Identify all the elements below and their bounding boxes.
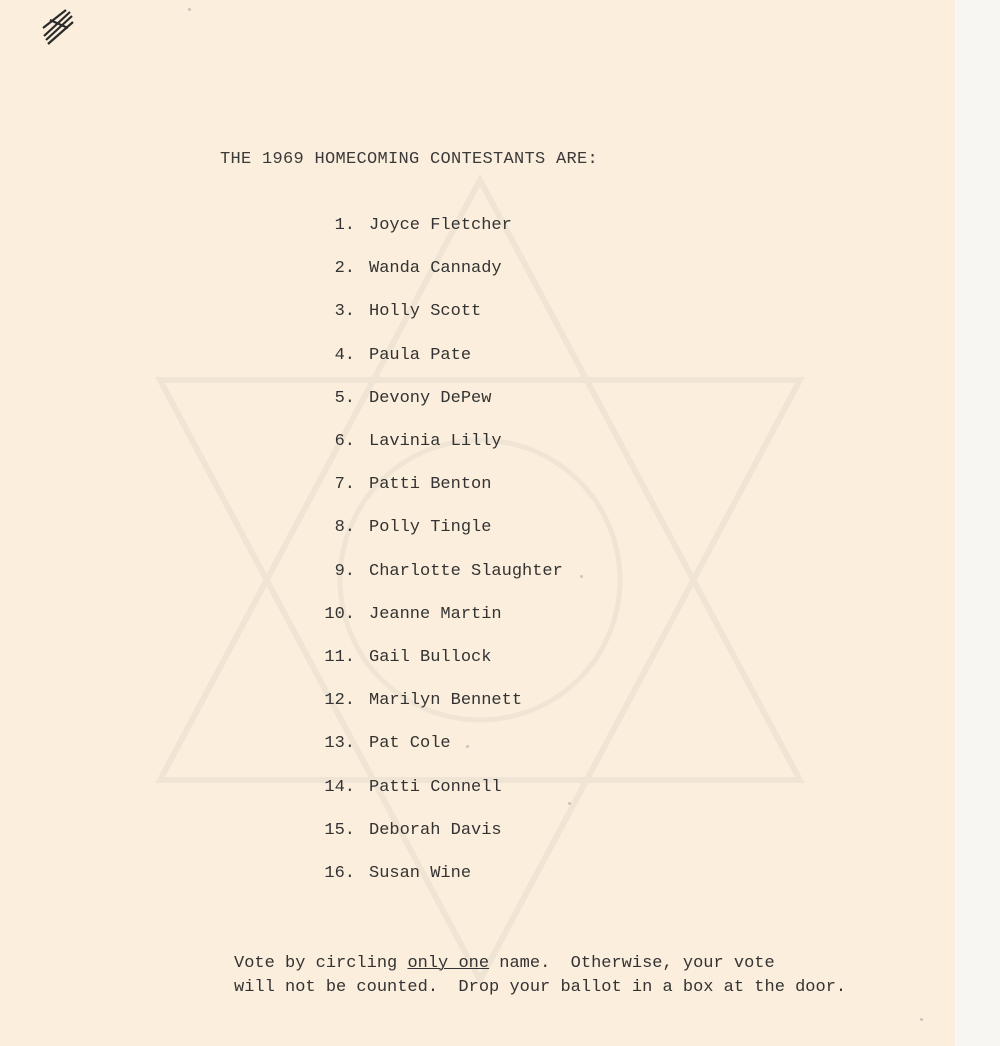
contestant-name: Holly Scott: [369, 302, 482, 321]
page-title: THE 1969 HOMECOMING CONTESTANTS ARE:: [220, 150, 599, 169]
contestant-number: 11.: [324, 648, 355, 667]
contestant-row: [300, 216, 660, 235]
contestant-row: [300, 518, 660, 537]
contestant-name: Susan Wine: [369, 864, 472, 883]
contestant-row: [300, 734, 660, 753]
contestant-name: Paula Pate: [369, 346, 472, 365]
contestant-row: [300, 691, 660, 710]
contestant-name: Deborah Davis: [369, 821, 502, 840]
contestant-row: [300, 346, 660, 365]
contestant-number: 8.: [334, 518, 355, 537]
paper-speck: [466, 745, 469, 748]
contestant-row: [300, 302, 660, 321]
contestant-name: Polly Tingle: [369, 518, 492, 537]
paper-speck: [920, 1018, 923, 1021]
contestant-number: 9.: [334, 562, 355, 581]
contestant-number: 5.: [334, 389, 355, 408]
contestant-number: 16.: [324, 864, 355, 883]
contestant-name: Wanda Cannady: [369, 259, 502, 278]
contestant-name: Devony DePew: [369, 389, 492, 408]
instruction-text: Vote by circling: [234, 954, 408, 973]
contestant-number: 1.: [334, 216, 355, 235]
contestant-name: Joyce Fletcher: [369, 216, 512, 235]
contestant-row: [300, 389, 660, 408]
contestant-number: 7.: [334, 475, 355, 494]
scribble-mark: [40, 6, 76, 46]
contestant-row: [300, 605, 660, 624]
contestant-number: 13.: [324, 734, 355, 753]
scan-margin: [955, 0, 1000, 1046]
contestant-row: [300, 259, 660, 278]
contestant-row: [300, 475, 660, 494]
contestant-number: 14.: [324, 778, 355, 797]
contestant-name: Marilyn Bennett: [369, 691, 523, 710]
contestant-name: Patti Connell: [369, 778, 502, 797]
contestant-name: Pat Cole: [369, 734, 451, 753]
contestant-row: [300, 864, 660, 883]
contestant-row: [300, 562, 660, 581]
contestant-name: Charlotte Slaughter: [369, 562, 563, 581]
contestant-number: 2.: [334, 259, 355, 278]
contestant-row: [300, 432, 660, 451]
contestant-number: 6.: [334, 432, 355, 451]
paper-speck: [580, 575, 583, 578]
contestant-name: Gail Bullock: [369, 648, 492, 667]
paper-speck: [188, 8, 191, 11]
contestant-number: 12.: [324, 691, 355, 710]
contestant-row: [300, 778, 660, 797]
contestant-name: Lavinia Lilly: [369, 432, 502, 451]
contestant-row: [300, 648, 660, 667]
contestant-number: 10.: [324, 605, 355, 624]
instruction-emphasis: only one: [407, 954, 490, 973]
voting-instructions: [234, 952, 846, 1000]
instruction-text: will not be counted. Drop your ballot in a box at the door.: [234, 978, 847, 997]
contestant-number: 4.: [334, 346, 355, 365]
instruction-text: name. Otherwise, your vote: [489, 954, 775, 973]
contestant-number: 3.: [334, 302, 355, 321]
paper-speck: [568, 802, 571, 805]
contestant-row: [300, 821, 660, 840]
contestant-name: Patti Benton: [369, 475, 492, 494]
contestant-name: Jeanne Martin: [369, 605, 502, 624]
contestant-number: 15.: [324, 821, 355, 840]
